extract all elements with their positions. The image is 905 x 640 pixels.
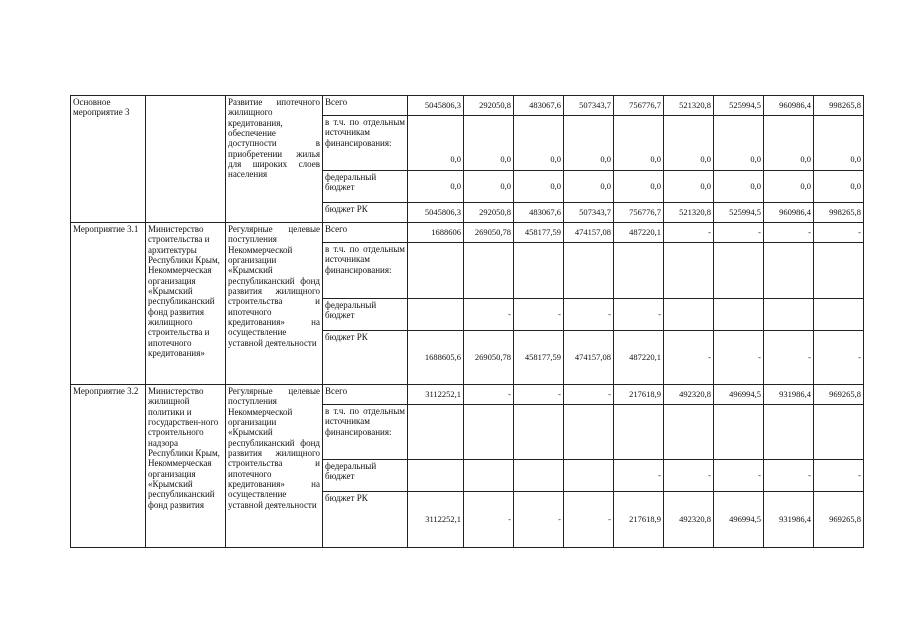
- cell-source-label: в т.ч. по отдельным источникам финансирования:: [323, 405, 408, 460]
- cell-value: 998265,8: [814, 96, 864, 116]
- cell-value: -: [514, 385, 564, 405]
- cell-value: -: [814, 460, 864, 492]
- cell-description: Регулярные целевые поступления Некоммерческой организации «Крымский республиканский фонд развития жилищного строительства и ипотечного кредитования» на осуществление уставной деятельности: [226, 385, 323, 548]
- cell-description: Развитие ипотечного жилищного кредитования, обеспечение доступности в приобретении жилья для широких слоев населения: [226, 96, 323, 223]
- cell-value: -: [764, 331, 814, 385]
- cell-source-label: бюджет РК: [323, 331, 408, 385]
- cell-activity: Мероприятие 3.1: [71, 223, 146, 385]
- cell-value: -: [664, 223, 714, 243]
- cell-value: 0,0: [464, 171, 514, 203]
- funding-table: [70, 95, 864, 548]
- cell-executor: Министерство строительства и архитектуры Республики Крым, Некоммерческая организация «Крымский республиканский фонд развития жилищного строительства и ипотечного кредитования»: [146, 223, 226, 385]
- cell-value: 0,0: [614, 171, 664, 203]
- cell-value: [564, 243, 614, 299]
- cell-value: 492320,8: [664, 385, 714, 405]
- cell-source-label: бюджет РК: [323, 203, 408, 223]
- cell-value: -: [464, 385, 514, 405]
- cell-source-label: Всего: [323, 223, 408, 243]
- cell-value: 756776,7: [614, 96, 664, 116]
- cell-value: [564, 460, 614, 492]
- cell-value: [664, 243, 714, 299]
- cell-description: Регулярные целевые поступления Некоммерческой организации «Крымский республиканский фонд развития жилищного строительства и ипотечного кредитования» на осуществление уставной деятельности: [226, 223, 323, 385]
- cell-value: -: [514, 492, 564, 548]
- cell-value: 0,0: [514, 171, 564, 203]
- cell-value: 474157,08: [564, 223, 614, 243]
- cell-value: 3112252,1: [408, 385, 464, 405]
- cell-value: [764, 405, 814, 460]
- cell-value: 960986,4: [764, 96, 814, 116]
- cell-value: 960986,4: [764, 203, 814, 223]
- cell-value: -: [714, 223, 764, 243]
- cell-value: 5045806,3: [408, 96, 464, 116]
- cell-value: [514, 405, 564, 460]
- cell-value: 492320,8: [664, 492, 714, 548]
- cell-value: 0,0: [408, 171, 464, 203]
- cell-value: 0,0: [564, 116, 614, 171]
- cell-executor: [146, 96, 226, 223]
- cell-value: 525994,5: [714, 203, 764, 223]
- cell-value: -: [664, 331, 714, 385]
- cell-value: [408, 405, 464, 460]
- cell-value: 0,0: [464, 116, 514, 171]
- cell-activity: Мероприятие 3.2: [71, 385, 146, 548]
- cell-source-label: федеральный бюджет: [323, 299, 408, 331]
- cell-value: [764, 243, 814, 299]
- cell-value: [408, 460, 464, 492]
- cell-value: 3112252,1: [408, 492, 464, 548]
- cell-value: [408, 299, 464, 331]
- cell-value: -: [514, 299, 564, 331]
- cell-value: [408, 243, 464, 299]
- cell-value: 0,0: [564, 171, 614, 203]
- cell-source-label: в т.ч. по отдельным источникам финансирования:: [323, 116, 408, 171]
- cell-value: 1688606: [408, 223, 464, 243]
- cell-value: [764, 299, 814, 331]
- cell-value: 0,0: [714, 116, 764, 171]
- cell-value: 487220,1: [614, 331, 664, 385]
- cell-value: 474157,08: [564, 331, 614, 385]
- cell-value: [464, 460, 514, 492]
- cell-value: 483067,6: [514, 203, 564, 223]
- cell-value: -: [564, 385, 614, 405]
- table-row: [71, 385, 864, 405]
- cell-source-label: в т.ч. по отдельным источникам финансирования:: [323, 243, 408, 299]
- cell-value: 269050,78: [464, 223, 514, 243]
- cell-value: [814, 299, 864, 331]
- cell-value: [514, 243, 564, 299]
- cell-value: [714, 405, 764, 460]
- cell-value: 525994,5: [714, 96, 764, 116]
- cell-value: [614, 243, 664, 299]
- cell-value: 521320,8: [664, 96, 714, 116]
- cell-value: -: [814, 331, 864, 385]
- cell-value: 0,0: [408, 116, 464, 171]
- cell-value: -: [464, 492, 514, 548]
- table-row: [71, 223, 864, 243]
- cell-value: 483067,6: [514, 96, 564, 116]
- cell-value: 217618,9: [614, 385, 664, 405]
- cell-value: 0,0: [814, 171, 864, 203]
- cell-value: 507343,7: [564, 203, 614, 223]
- cell-value: [814, 243, 864, 299]
- cell-value: 931986,4: [764, 492, 814, 548]
- cell-value: 292050,8: [464, 203, 514, 223]
- cell-value: [464, 243, 514, 299]
- cell-value: [714, 299, 764, 331]
- cell-value: 458177,59: [514, 223, 564, 243]
- cell-value: -: [814, 223, 864, 243]
- cell-value: -: [714, 460, 764, 492]
- cell-source-label: Всего: [323, 385, 408, 405]
- cell-value: 969265,8: [814, 385, 864, 405]
- cell-value: -: [614, 460, 664, 492]
- funding-table-body: [71, 96, 864, 548]
- cell-value: -: [764, 223, 814, 243]
- cell-value: 487220,1: [614, 223, 664, 243]
- cell-value: 0,0: [614, 116, 664, 171]
- cell-source-label: федеральный бюджет: [323, 460, 408, 492]
- cell-source-label: Всего: [323, 96, 408, 116]
- cell-value: 0,0: [764, 171, 814, 203]
- cell-value: [564, 405, 614, 460]
- cell-value: 521320,8: [664, 203, 714, 223]
- cell-value: -: [664, 460, 714, 492]
- cell-value: [714, 243, 764, 299]
- cell-value: [464, 405, 514, 460]
- cell-value: 0,0: [664, 116, 714, 171]
- cell-value: 496994,5: [714, 492, 764, 548]
- cell-executor: Министерство жилищной политики и государствен-ного строительного надзора Республики Крым, Некоммерческая организация «Крымский республиканский фонд развития: [146, 385, 226, 548]
- cell-value: 5045806,3: [408, 203, 464, 223]
- cell-value: 998265,8: [814, 203, 864, 223]
- cell-value: 0,0: [514, 116, 564, 171]
- cell-value: 0,0: [764, 116, 814, 171]
- cell-value: 0,0: [664, 171, 714, 203]
- cell-value: 0,0: [714, 171, 764, 203]
- cell-value: -: [614, 299, 664, 331]
- cell-value: -: [564, 492, 614, 548]
- cell-value: 496994,5: [714, 385, 764, 405]
- cell-value: [814, 405, 864, 460]
- cell-value: 756776,7: [614, 203, 664, 223]
- cell-activity: Основное мероприятие 3: [71, 96, 146, 223]
- cell-value: 269050,78: [464, 331, 514, 385]
- cell-value: 969265,8: [814, 492, 864, 548]
- cell-value: -: [714, 331, 764, 385]
- cell-value: [664, 405, 714, 460]
- cell-value: 507343,7: [564, 96, 614, 116]
- cell-value: -: [764, 460, 814, 492]
- cell-value: 1688605,6: [408, 331, 464, 385]
- cell-value: [514, 460, 564, 492]
- cell-value: 292050,8: [464, 96, 514, 116]
- cell-value: 217618,9: [614, 492, 664, 548]
- cell-value: 458177,59: [514, 331, 564, 385]
- cell-value: -: [564, 299, 614, 331]
- cell-source-label: федеральный бюджет: [323, 171, 408, 203]
- cell-value: [664, 299, 714, 331]
- cell-value: 0,0: [814, 116, 864, 171]
- cell-value: [614, 405, 664, 460]
- cell-value: -: [464, 299, 514, 331]
- table-row: [71, 96, 864, 116]
- cell-value: 931986,4: [764, 385, 814, 405]
- cell-source-label: бюджет РК: [323, 492, 408, 548]
